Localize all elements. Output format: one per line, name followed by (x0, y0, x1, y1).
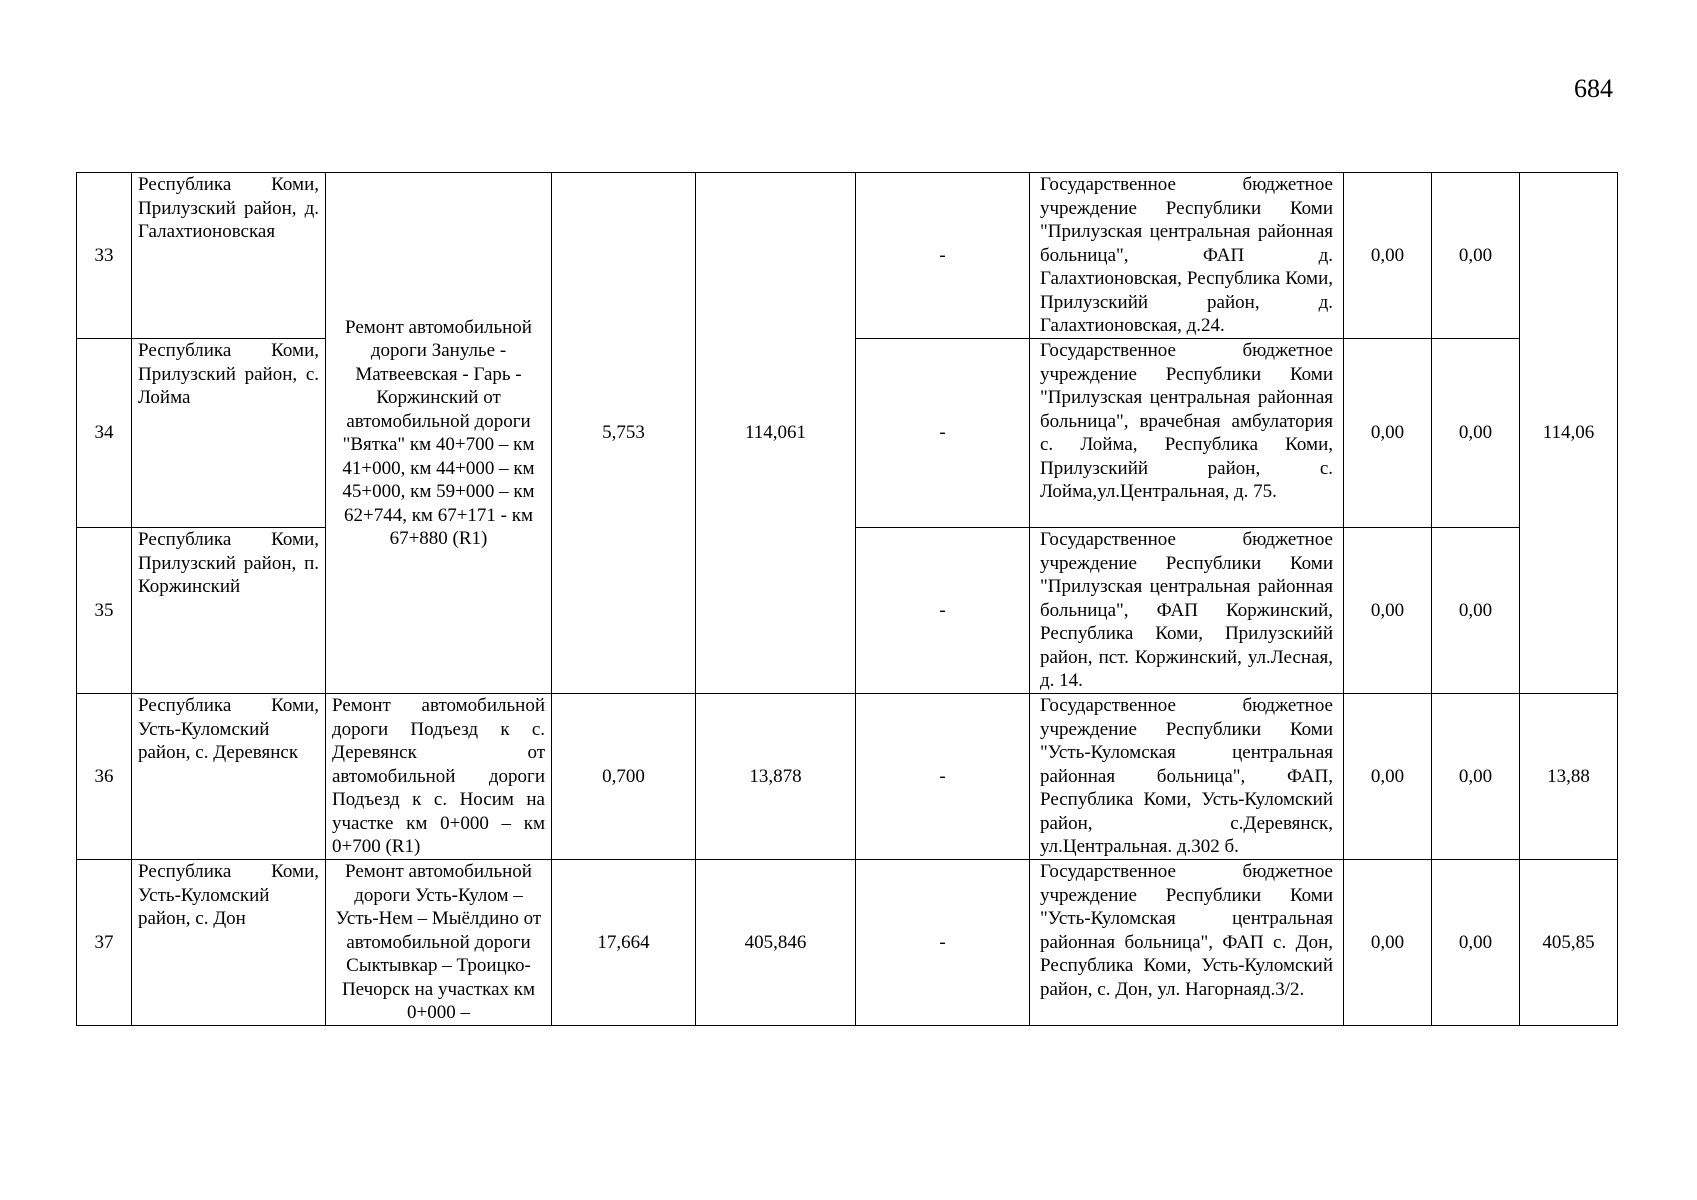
institution-cell: Государственное бюджетное учреждение Республики Коми "Прилузская центральная районная больница", ФАП д. Галахтионовская, Республика Коми, Прилузскийй район, д. Галахтионовская, д.24. (1030, 173, 1344, 339)
value-1-cell: 0,00 (1344, 339, 1432, 528)
location-cell: Республика Коми, Прилузский район, д. Галахтионовская (132, 173, 326, 339)
dash-cell: - (856, 528, 1030, 694)
value-2-cell: 0,00 (1432, 860, 1520, 1026)
cost-cell: 13,878 (696, 694, 856, 860)
length-cell: 0,700 (552, 694, 696, 860)
value-1-cell: 0,00 (1344, 694, 1432, 860)
value-1-cell: 0,00 (1344, 528, 1432, 694)
value-2-cell: 0,00 (1432, 528, 1520, 694)
institution-cell: Государственное бюджетное учреждение Республики Коми "Прилузская центральная районная больница", ФАП Коржинский, Республика Коми, Прилузскийй район, пст. Коржинский, ул.Лесная, д. 14. (1030, 528, 1344, 694)
registry-table (76, 172, 1618, 1026)
page-number: 684 (1574, 74, 1613, 103)
table-row (77, 860, 1618, 1026)
institution-cell: Государственное бюджетное учреждение Республики Коми "Прилузская центральная районная больница", врачебная амбулатория с. Лойма, Республика Коми, Прилузскийй район, с. Лойма,ул.Центральная, д. 75. (1030, 339, 1344, 528)
table-row (77, 694, 1618, 860)
row-number: 36 (77, 694, 132, 860)
work-description-cell: Ремонт автомобильной дороги Усть-Кулом – Усть-Нем – Мыёлдино от автомобильной дороги Сыктывкар – Троицко-Печорск на участках км 0+000 – (326, 860, 552, 1026)
work-description-cell: Ремонт автомобильной дороги Занулье - Матвеевская - Гарь - Коржинский от автомобильной дороги "Вятка" км 40+700 – км 41+000, км 44+000 – км 45+000, км 59+000 – км 62+744, км 67+171 - км 67+880 (R1) (326, 173, 552, 694)
dash-cell: - (856, 860, 1030, 1026)
institution-cell: Государственное бюджетное учреждение Республики Коми "Усть-Куломская центральная районная больница", ФАП, Республика Коми, Усть-Куломский район, с.Деревянск, ул.Центральная. д.302 б. (1030, 694, 1344, 860)
row-number: 33 (77, 173, 132, 339)
location-cell: Республика Коми, Усть-Куломский район, с. Деревянск (132, 694, 326, 860)
location-cell: Республика Коми, Усть-Куломский район, с. Дон (132, 860, 326, 1026)
cost-cell: 114,061 (696, 173, 856, 694)
total-cell: 13,88 (1520, 694, 1618, 860)
cost-cell: 405,846 (696, 860, 856, 1026)
institution-cell: Государственное бюджетное учреждение Республики Коми "Усть-Куломская центральная районная больница", ФАП с. Дон, Республика Коми, Усть-Куломский район, с. Дон, ул. Нагорнаяд.3/2. (1030, 860, 1344, 1026)
row-number: 35 (77, 528, 132, 694)
value-1-cell: 0,00 (1344, 173, 1432, 339)
value-2-cell: 0,00 (1432, 173, 1520, 339)
dash-cell: - (856, 339, 1030, 528)
location-cell: Республика Коми, Прилузский район, п. Коржинский (132, 528, 326, 694)
value-1-cell: 0,00 (1344, 860, 1432, 1026)
location-cell: Республика Коми, Прилузский район, с. Лойма (132, 339, 326, 528)
dash-cell: - (856, 173, 1030, 339)
row-number: 34 (77, 339, 132, 528)
work-description-cell: Ремонт автомобильной дороги Подъезд к с. Деревянск от автомобильной дороги Подъезд к с. Носим на участке км 0+000 – км 0+700 (R1) (326, 694, 552, 860)
length-cell: 5,753 (552, 173, 696, 694)
total-cell: 405,85 (1520, 860, 1618, 1026)
dash-cell: - (856, 694, 1030, 860)
row-number: 37 (77, 860, 132, 1026)
table-row (77, 173, 1618, 339)
value-2-cell: 0,00 (1432, 694, 1520, 860)
length-cell: 17,664 (552, 860, 696, 1026)
total-cell: 114,06 (1520, 173, 1618, 694)
value-2-cell: 0,00 (1432, 339, 1520, 528)
